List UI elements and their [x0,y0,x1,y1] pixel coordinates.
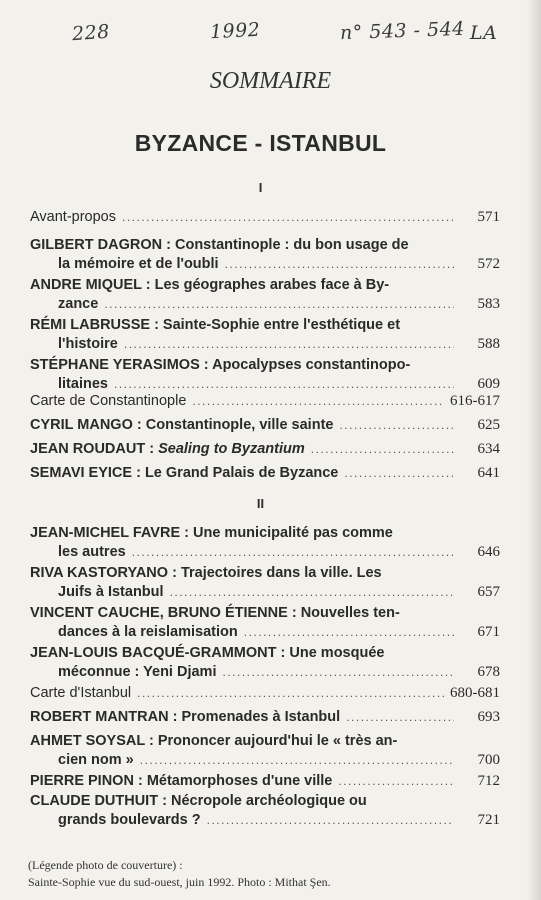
leader-dots [225,255,454,274]
toc-entry-line [30,751,500,770]
toc-title: Sealing to Byzantium [158,441,305,457]
toc-entry-text [58,583,164,602]
toc-entry-line [30,604,500,623]
toc-entry-text [30,356,410,375]
toc-title: Constantinople : du bon usage de [175,237,409,253]
toc-page-number: 646 [477,544,500,560]
handwritten-page-number: 228 [71,20,111,46]
toc-entry-text [30,684,131,703]
toc-entry [30,276,500,314]
toc-author: ROBERT MANTRAN : [30,709,182,725]
toc-entry [30,792,500,830]
toc-entry-text [30,772,332,791]
toc-entry-line [30,255,500,274]
toc-entry-text [58,811,201,830]
toc-entry-text [58,623,238,642]
toc-author: CLAUDE DUTHUIT : [30,793,171,809]
leader-dots [344,464,454,483]
leader-dots [122,208,454,227]
toc-entry-line [30,564,500,583]
toc-title: Sainte-Sophie entre l'esthétique et [162,317,401,333]
toc-title: dances à la reislamisation [58,624,238,640]
handwritten-issue-number: n° 543 - 544 [339,17,466,45]
toc-entry-line [30,684,500,703]
toc-page-number: 693 [477,709,500,725]
toc-entry-line [30,295,500,314]
toc-title: zance [58,296,99,312]
section-mark: II [256,496,265,511]
toc-title: litaines [58,376,108,392]
toc-entry-text [30,564,382,583]
toc-entry-line [30,644,500,663]
toc-page-number: 634 [477,441,500,457]
toc-author: JEAN-LOUIS BACQUÉ-GRAMMONT : [30,645,290,661]
toc-entry-line [30,316,500,335]
cover-caption [28,857,508,891]
toc-title: Une mosquée [289,645,385,661]
toc-title: la mémoire et de l'oubli [58,256,219,272]
toc-entry [30,316,500,354]
toc-entry-line [30,583,500,602]
toc-title: Carte de Constantinople [30,393,187,409]
toc-page-number: 721 [477,812,500,828]
toc-author: GILBERT DAGRON : [30,237,175,253]
toc-entry-text [30,416,333,435]
issue-title: BYZANCE - ISTANBUL [134,130,387,156]
toc-entry-line [30,772,500,791]
toc-entry [30,416,500,435]
toc-entry-line [30,276,500,295]
toc-page-number: 571 [477,209,500,225]
toc-page-number: 700 [477,752,500,768]
toc-title: grands boulevards ? [58,812,201,828]
toc-entry [30,684,500,703]
toc-page-number: 678 [477,664,500,680]
toc-title: Constantinople, ville sainte [145,417,334,433]
page-edge-shadow [527,0,541,900]
toc-author: ANDRE MIQUEL : [30,277,155,293]
toc-entry-text [30,276,389,295]
toc-page-number: 712 [477,773,500,789]
toc-entry-text [30,464,338,483]
toc-page-number: 641 [477,465,500,481]
toc-entry [30,564,500,602]
toc-entry [30,440,500,459]
leader-dots [132,543,454,562]
leader-dots [192,392,444,411]
toc-entry-text [30,440,305,459]
toc-title: Nécropole archéologique ou [170,793,367,809]
leader-dots [124,335,454,354]
toc-entry-text [58,663,216,682]
leader-dots [222,663,454,682]
toc-page-number: 588 [477,336,500,352]
leader-dots [311,440,454,459]
toc-author: RÉMI LABRUSSE : [30,317,163,333]
toc-entry-line [30,708,500,727]
toc-author: STÉPHANE YERASIMOS : [30,357,213,373]
toc-entry-text [58,335,118,354]
leader-dots [170,583,454,602]
toc-title: Le Grand Palais de Byzance [144,465,339,481]
leader-dots [137,684,444,703]
toc-page-number: 583 [477,296,500,312]
toc-entry-text [30,708,340,727]
toc-page-number: 671 [477,624,500,640]
toc-entry-text [58,295,98,314]
toc-entry-text [30,316,400,335]
section-mark: I [258,180,263,195]
toc-entry-text [30,236,409,255]
toc-author: RIVA KASTORYANO : [30,565,181,581]
toc-author: CYRIL MANGO : [30,417,146,433]
toc-page-number: 572 [477,256,500,272]
toc-author: SEMAVI EYICE : [30,465,145,481]
toc-author: PIERRE PINON : [30,773,147,789]
toc-entry-text [30,792,367,811]
toc-entry-line [30,524,500,543]
toc-entry-line [30,543,500,562]
toc-title: Nouvelles ten- [300,605,400,621]
handwritten-year: 1992 [209,18,261,44]
toc-entry [30,464,500,483]
toc-entry-line [30,416,500,435]
toc-entry-text [30,208,116,227]
toc-title: Métamorphoses d'une ville [146,773,333,789]
toc-entry-text [58,751,134,770]
toc-page-number: 616-617 [450,393,500,409]
toc-entry-line [30,464,500,483]
leader-dots [104,295,454,314]
toc-page-number: 657 [477,584,500,600]
contents-heading: SOMMAIRE [209,68,332,94]
leader-dots [339,416,454,435]
toc-entry-text [30,732,397,751]
toc-author: JEAN-MICHEL FAVRE : [30,525,194,541]
toc-entry-text [30,604,400,623]
toc-entry [30,604,500,642]
toc-entry-line [30,811,500,830]
leader-dots [140,751,454,770]
toc-author: JEAN ROUDAUT : [30,441,159,457]
toc-entry [30,356,500,394]
toc-title: cien nom » [58,752,134,768]
toc-entry-text [30,524,393,543]
handwritten-initials: LA [470,22,498,44]
toc-entry [30,708,500,727]
toc-title: Carte d'Istanbul [30,685,132,701]
toc-title: les autres [58,544,126,560]
toc-title: Promenades à Istanbul [181,709,341,725]
toc-author: AHMET SOYSAL : [30,733,158,749]
toc-entry-text [30,392,186,411]
toc-title: Les géographes arabes face à By- [154,277,390,293]
toc-entry [30,524,500,562]
toc-title: Une municipalité pas comme [193,525,393,541]
toc-entry-line [30,732,500,751]
toc-title: Juifs à Istanbul [58,584,164,600]
toc-author: VINCENT CAUCHE, BRUNO ÉTIENNE : [30,605,301,621]
toc-entry [30,644,500,682]
toc-entry-line [30,335,500,354]
toc-entry-line [30,623,500,642]
toc-page-number: 625 [477,417,500,433]
leader-dots [346,708,454,727]
toc-entry [30,236,500,274]
leader-dots [207,811,454,830]
toc-entry-line [30,792,500,811]
leader-dots [244,623,454,642]
toc-entry-line [30,236,500,255]
toc-entry [30,392,500,411]
toc-title: Apocalypses constantinopo- [212,357,411,373]
toc-page-number: 680-681 [450,685,500,701]
toc-entry-text [58,255,219,274]
toc-title: Prononcer aujourd'hui le « très an- [157,733,398,749]
toc-entry-line [30,392,500,411]
toc-title: Trajectoires dans la ville. Les [180,565,382,581]
toc-entry-line [30,356,500,375]
toc-entry-text [58,543,126,562]
cover-caption-label: (Légende photo de couverture) : [28,858,183,872]
leader-dots [338,772,454,791]
toc-title: Avant-propos [30,209,116,225]
cover-caption-text: Sainte-Sophie vue du sud-ouest, juin 1992. Photo : Mithat Şen. [28,875,331,889]
toc-entry-text [30,644,384,663]
toc-title: méconnue : Yeni Djami [58,664,217,680]
toc-entry [30,732,500,770]
toc-entry [30,772,500,791]
toc-title: l'histoire [58,336,118,352]
toc-page-number: 609 [477,376,500,392]
toc-entry-line [30,208,500,227]
toc-entry [30,208,500,227]
toc-entry-line [30,663,500,682]
toc-entry-line [30,440,500,459]
